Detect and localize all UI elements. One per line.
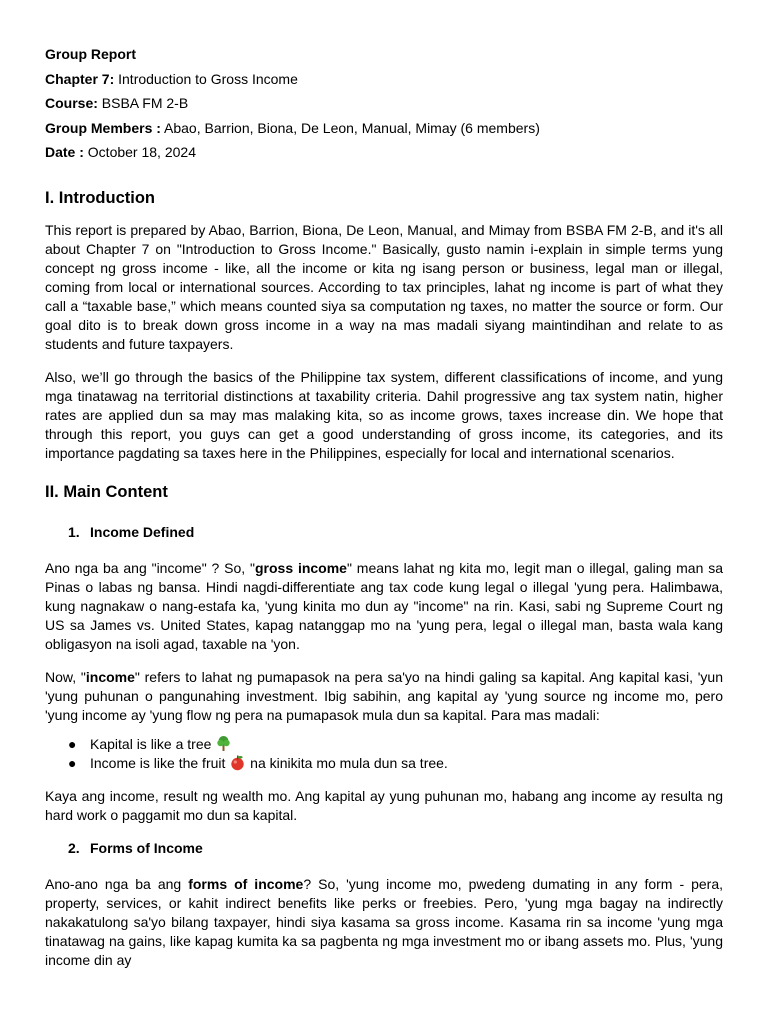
section-title: Income Defined [90,524,195,540]
introduction-heading: I. Introduction [45,189,155,207]
income-defined-paragraph-1: Ano nga ba ang "income" ? So, "gross income" means lahat ng kita mo, legit man o illegal, galing man sa Pinas o labas ng bansa. Hindi nagdi-differentiate ang tax code kung legal o illegal 'yung pera. Halimbawa, kung nagnakaw o nang-estafa ka, 'yung kinita mo dun ay "income" na rin. Kasi, sabi ng Supreme Court ng US sa James vs. United States, kapag natanggap mo na 'yung pera, legal o illegal man, basta wala kang obligasyon na isoli agad, taxable na 'yon. [45,560,723,652]
section-title: Forms of Income [90,840,203,856]
section-number: 2. [68,840,80,856]
apple-emoji-icon [229,754,246,771]
forms-of-income-heading [45,839,723,857]
tree-emoji-icon [215,735,232,752]
date-label: Date : [45,144,84,160]
chapter-value: Introduction to Gross Income [114,70,298,87]
document-page [45,44,723,984]
main-content-heading: II. Main Content [45,483,168,501]
income-defined-paragraph-3: Kaya ang income, result ng wealth mo. Ang kapital ay yung puhunan mo, habang ang income ay resulta ng hard work o paggamit mo dun sa kapital. [45,788,723,823]
members-value: Abao, Barrion, Biona, De Leon, Manual, Mimay (6 members) [160,119,540,136]
introduction-paragraph-2: Also, we’ll go through the basics of the Philippine tax system, different classifications of income, and yung mga tinatawag na territorial distinctions at taxability criteria. Dahil progressive ang tax system natin, higher rates are applied dun sa may mas malaking kita, so as income grows, taxes increase din. We hope that through this report, you guys can get a good understanding of gross income, its categories, and its importance pagdating sa taxes here in the Philippines, especially for local and international scenarios. [45,369,723,461]
bullet-icon: ● [68,755,77,771]
members-label: Group Members : [45,119,161,136]
section-number: 1. [68,524,80,540]
course-value: BSBA FM 2-B [97,95,189,111]
course-line [45,93,723,113]
list-item: ● Income is like the fruit na kinikita mo mula dun sa tree. [68,755,448,771]
forms-of-income-paragraph-1: Ano-ano nga ba ang forms of income? So, 'yung income mo, pwedeng dumating in any form - pera, property, services, or kahit indirect benefits like perks or freebies. Pero, 'yung mga bagay na indirectly nakakatulong sa'yo bilang taxpayer, hindi siya kasama sa gross income. Kasama rin sa income 'yung mga tinatawag na gains, like kapag kumita ka sa pagbenta ng mga investment mo or ibang assets mo. Plus, 'yung income din ay [45,876,724,968]
report-title: Group Report [45,46,136,62]
date-value: October 18, 2024 [83,144,196,160]
income-term: income [85,669,135,685]
forms-of-income-term: forms of income [188,876,304,892]
bullet-icon: ● [68,736,77,752]
income-analogy-list [45,735,723,773]
date-line [45,142,723,162]
income-defined-heading [45,523,723,541]
income-defined-paragraph-2: Now, "income" refers to lahat ng pumapasok na pera sa'yo na hindi galing sa kapital. Ang kapital kasi, 'yun 'yung puhunan o pangunahing investment. Ibig sabihin, ang kapital ay 'yung source ng income mo, pero 'yung income ay 'yung flow ng pera na pumapasok mula dun sa kapital. Para mas madali: [45,669,723,723]
course-label: Course: [45,95,98,111]
gross-income-term: gross income [254,560,347,576]
chapter-label: Chapter 7: [45,70,115,87]
introduction-paragraph-1: This report is prepared by Abao, Barrion, Biona, De Leon, Manual, and Mimay from BSBA FM 2-B, and it's all about Chapter 7 on "Introduction to Gross Income." Basically, gusto namin i-explain in simple terms yung concept ng gross income - like, all the income or kita ng isang person or business, legal man or illegal, coming from local or international sources. According to tax principles, lahat ng income is part of what they call a “taxable base,” which means counted siya sa computation ng taxes, no matter the source or form. Our goal dito is to break down gross income in a way na mas madali siyang maintindihan and relate to as students and future taxpayers. [45,222,723,352]
chapter-line [45,69,723,89]
list-item: ● Kapital is like a tree [45,735,723,754]
members-line [45,118,723,138]
